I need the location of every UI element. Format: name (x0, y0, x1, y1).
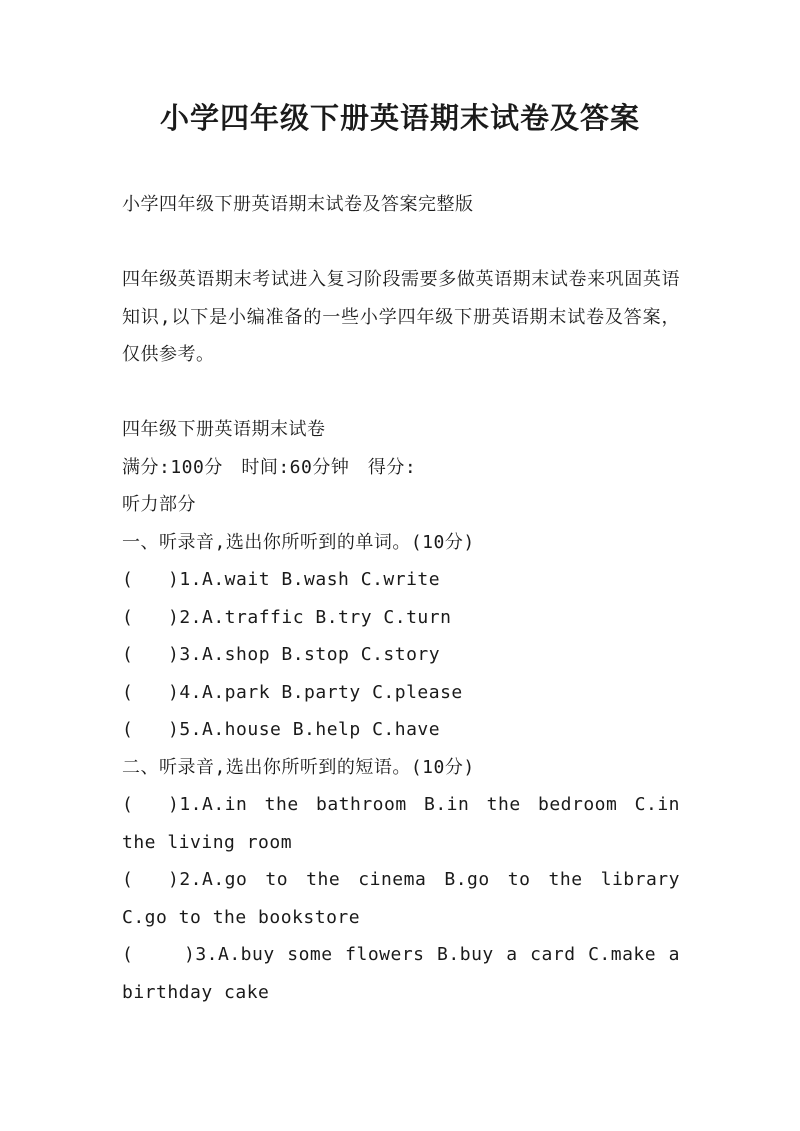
question-text: )2.A.go to the cinema B.go to the library C.go to the bookstore (122, 869, 680, 928)
question-item (122, 599, 680, 637)
answer-blank[interactable]: ( (122, 944, 134, 965)
answer-blank[interactable]: ( (122, 644, 134, 665)
question-text: )4.A.park B.party C.please (168, 681, 463, 703)
part1-heading: 一、听录音,选出你所听到的单词。(10分) (122, 531, 475, 553)
question-text: )5.A.house B.help C.have (168, 719, 441, 740)
question-item (122, 636, 680, 674)
question-text: )1.A.in the bathroom B.in the bedroom C.in the living room (122, 794, 680, 853)
score-line: 满分:100分 时间:60分钟 得分: (122, 456, 417, 478)
answer-blank[interactable]: ( (122, 869, 134, 890)
intro-paragraph: 四年级英语期末考试进入复习阶段需要多做英语期末试卷来巩固英语知识,以下是小编准备的一些小学四年级下册英语期末试卷及答案，仅供参考。 (122, 269, 680, 365)
question-item (122, 711, 680, 749)
document-title: 小学四年级下册英语期末试卷及答案 (159, 101, 640, 135)
answer-blank[interactable]: ( (122, 569, 134, 590)
spacer (122, 224, 680, 262)
answer-blank[interactable]: ( (122, 606, 134, 628)
answer-blank[interactable]: ( (122, 794, 134, 815)
exam-title: 四年级下册英语期末试卷 (122, 419, 326, 440)
section-listening: 听力部分 (122, 494, 196, 515)
question-item (122, 674, 680, 712)
question-item (122, 786, 680, 861)
question-text: )2.A.traffic B.try C.turn (168, 606, 452, 628)
question-item (122, 861, 680, 936)
question-text: )3.A.shop B.stop C.story (168, 644, 441, 665)
question-text: )1.A.wait B.wash C.write (168, 569, 441, 590)
subtitle: 小学四年级下册英语期末试卷及答案完整版 (122, 194, 474, 215)
answer-blank[interactable]: ( (122, 681, 134, 703)
question-text: )3.A.buy some flowers B.buy a card C.make a birthday cake (122, 944, 680, 1003)
question-item (122, 936, 680, 1011)
document-body (122, 186, 680, 1011)
answer-blank[interactable]: ( (122, 719, 134, 740)
question-item (122, 561, 680, 599)
spacer (122, 374, 680, 412)
part2-heading: 二、听录音,选出你所听到的短语。(10分) (122, 756, 475, 778)
